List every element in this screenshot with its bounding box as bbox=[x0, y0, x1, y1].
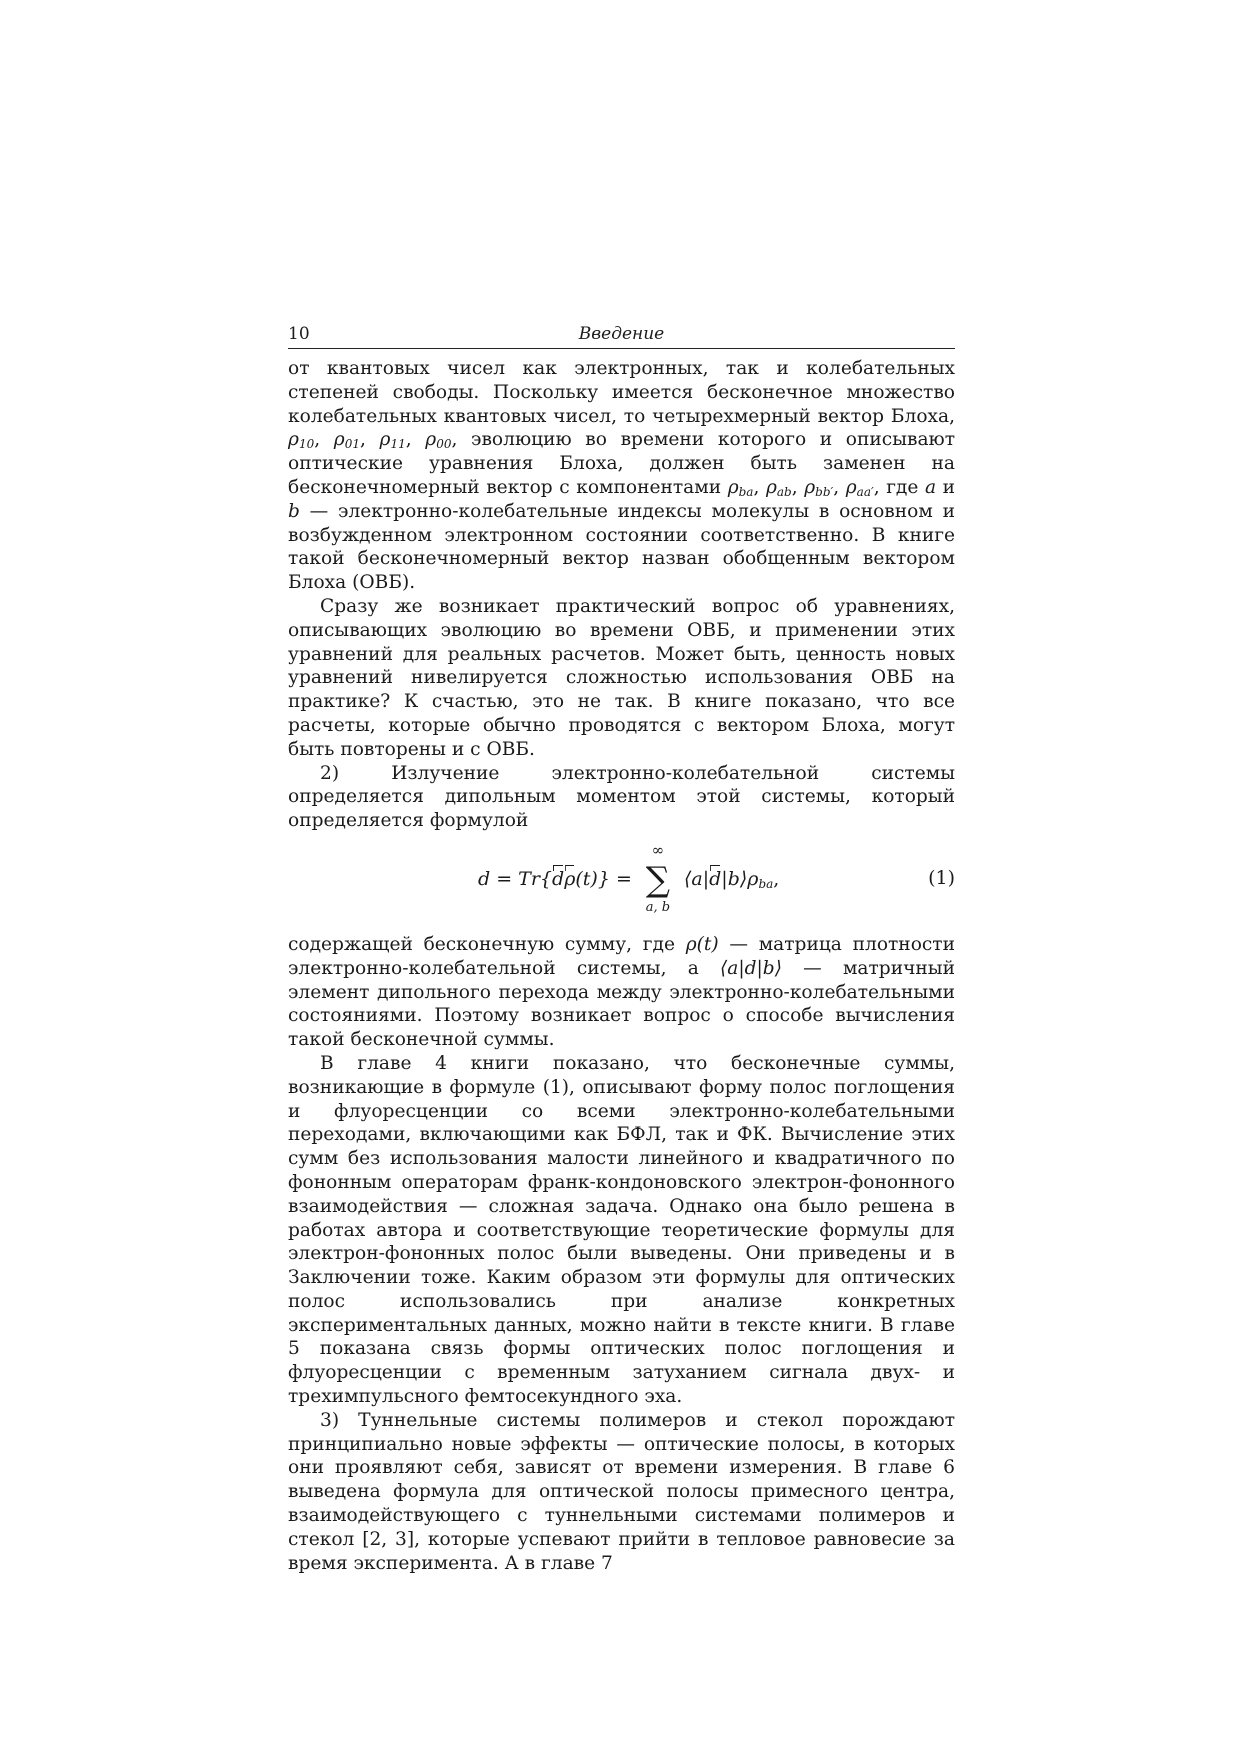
equation-number: (1) bbox=[928, 866, 955, 889]
equation-body: d = Tr{dρ(t)} = ∞ ∑ a, b $⟨a|d|b⟩\rho_{ba}$, bbox=[478, 840, 780, 915]
body-text bbox=[288, 357, 955, 1575]
page bbox=[288, 322, 955, 1575]
paragraph-5: В главе 4 книги показано, что бесконечные суммы, возникающие в формуле (1), описывают форму полос поглощения и флуоресценции со всеми электронно-колебательными переходами, включающими как БФЛ, так и ФК. Вычисление этих сумм без использования малости линейного и квадратичного по фононным операторам франк-кондоновского электрон-фононного взаимодействия — сложная задача. Однако она было решена в работах автора и соответствующие теоретические формулы для электрон-фононных полос были выведены. Они приведены и в Заключении тоже. Каким образом эти формулы для оптических полос использовались при анализе конкретных экспериментальных данных, можно найти в тексте книги. В главе 5 показана связь формы оптических полос поглощения и флуоресценции с временным затуханием сигнала двух- и трехимпульсного фемтосекундного эха. bbox=[288, 1052, 955, 1408]
equation-1 bbox=[288, 840, 955, 923]
page-number: 10 bbox=[288, 324, 310, 344]
summation-symbol: ∞ ∑ a, b bbox=[645, 840, 671, 915]
d-hat: d bbox=[552, 867, 565, 890]
paragraph-2: Сразу же возникает практический вопрос об уравнениях, описывающих эволюцию во времени ОВБ, и применении этих уравнений для реальных расчетов. Может быть, ценность новых уравнений нивелируется сложностью использования ОВБ на практике? К счастью, это не так. В книге показано, что все расчеты, которые обычно проводятся с вектором Блоха, могут быть повторены и с ОВБ. bbox=[288, 595, 955, 760]
rho-hat: ρ bbox=[564, 867, 576, 890]
paragraph-3: 2) Излучение электронно-колебательной системы определяется дипольным моментом этой системы, который определяется формулой bbox=[288, 762, 955, 832]
paragraph-6: 3) Туннельные системы полимеров и стекол порождают принципиально новые эффекты — оптические полосы, в которых они проявляют себя, зависят от времени измерения. В главе 6 выведена формула для оптической полосы примесного центра, взаимодействующего с туннельными системами полимеров и стекол [2, 3], которые успевают прийти в тепловое равновесие за время эксперимента. А в главе 7 bbox=[288, 1409, 955, 1574]
running-title: Введение bbox=[578, 324, 665, 344]
paragraph-4: содержащей бесконечную сумму, где ρ(t) — матрица плотности электронно-колебательной системы, а ⟨a|d|b⟩ — матричный элемент дипольного перехода между электронно-колебательными состояниями. Поэтому возникает вопрос о способе вычисления такой бесконечной суммы. bbox=[288, 933, 955, 1051]
d-op-hat: d bbox=[709, 867, 722, 890]
paragraph-1: от квантовых чисел как электронных, так и колебательных степеней свободы. Поскольку имеется бесконечное множество колебательных квантовых чисел, то четырехмерный вектор Блоха, $\rho_{10}$, $\rho_{01}$, $\rho_{11}$, $\rho_{00}$, эволюцию во времени которого и описывают оптические уравнения Блоха, должен быть заменен на бесконечномерный вектор с компонентами $\rho_{ba}$, $\rho_{ab}$, $\rho_{bb'}$, $\rho_{aa'}$, где a и b — электронно-колебательные индексы молекулы в основном и возбужденном электронном состоянии соответственно. В книге такой бесконечномерный вектор назван обобщенным вектором Блоха (ОВБ). bbox=[288, 358, 956, 594]
running-head bbox=[288, 322, 955, 349]
